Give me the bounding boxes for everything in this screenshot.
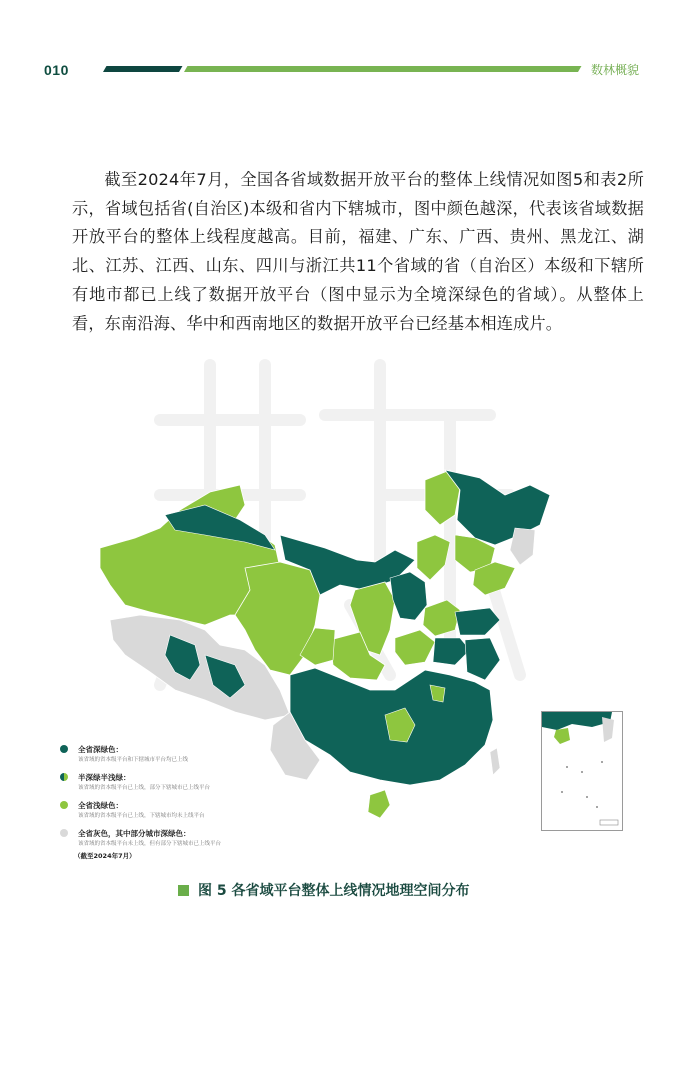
legend-label: 全省灰色，其中部分城市深绿色： xyxy=(78,829,191,838)
legend-desc: 该省域的省本级平台已上线，下辖城市均未上线平台 xyxy=(78,813,205,819)
map-legend xyxy=(60,744,320,856)
legend-item-full-dark xyxy=(60,744,320,772)
legend-item-light xyxy=(60,800,320,828)
header-bar-dark xyxy=(103,66,182,72)
header-bar-green xyxy=(184,66,581,72)
south-china-sea-inset xyxy=(541,711,623,831)
figure-caption xyxy=(178,880,470,900)
legend-item-half xyxy=(60,772,320,800)
legend-label: 全省深绿色： xyxy=(78,745,123,754)
page-number: 010 xyxy=(44,62,69,78)
legend-dot-gray xyxy=(60,829,68,837)
body-paragraph: 截至2024年7月，全国各省域数据开放平台的整体上线情况如图5和表2所示，省域包括省(自治区)本级和省内下辖城市，图中颜色越深，代表该省域数据开放平台的整体上线程度越高。目前，福建、广东、广西、贵州、黑龙江、湖北、江苏、江西、山东、四川与浙江共11个省域的省（自治区）本级和下辖所有地市都已上线了数据开放平台（图中显示为全境深绿色的省域）。从整体上看，东南沿海、华中和西南地区的数据开放平台已经基本相连成片。 xyxy=(72,170,644,333)
legend-desc: 该省域的省本级平台已上线，部分下辖城市已上线平台 xyxy=(78,785,211,791)
figure-caption-text: 图 5 各省域平台整体上线情况地理空间分布 xyxy=(198,883,470,899)
legend-desc: 该省域的省本级平台未上线，但有部分下辖城市已上线平台 xyxy=(78,841,222,847)
section-title: 数林概貌 xyxy=(590,63,639,77)
legend-label: 半深绿半浅绿： xyxy=(78,773,131,782)
legend-as-of-date: （截至2024年7月） xyxy=(74,852,136,860)
page-header xyxy=(0,0,680,90)
legend-desc: 该省域的省本级平台和下辖城市平台均已上线 xyxy=(78,757,189,763)
legend-label: 全省浅绿色： xyxy=(78,801,123,810)
legend-dot-half-green xyxy=(60,773,68,781)
legend-dot-light-green xyxy=(60,801,68,809)
legend-dot-dark-green xyxy=(60,745,68,753)
caption-square-icon xyxy=(178,885,189,896)
